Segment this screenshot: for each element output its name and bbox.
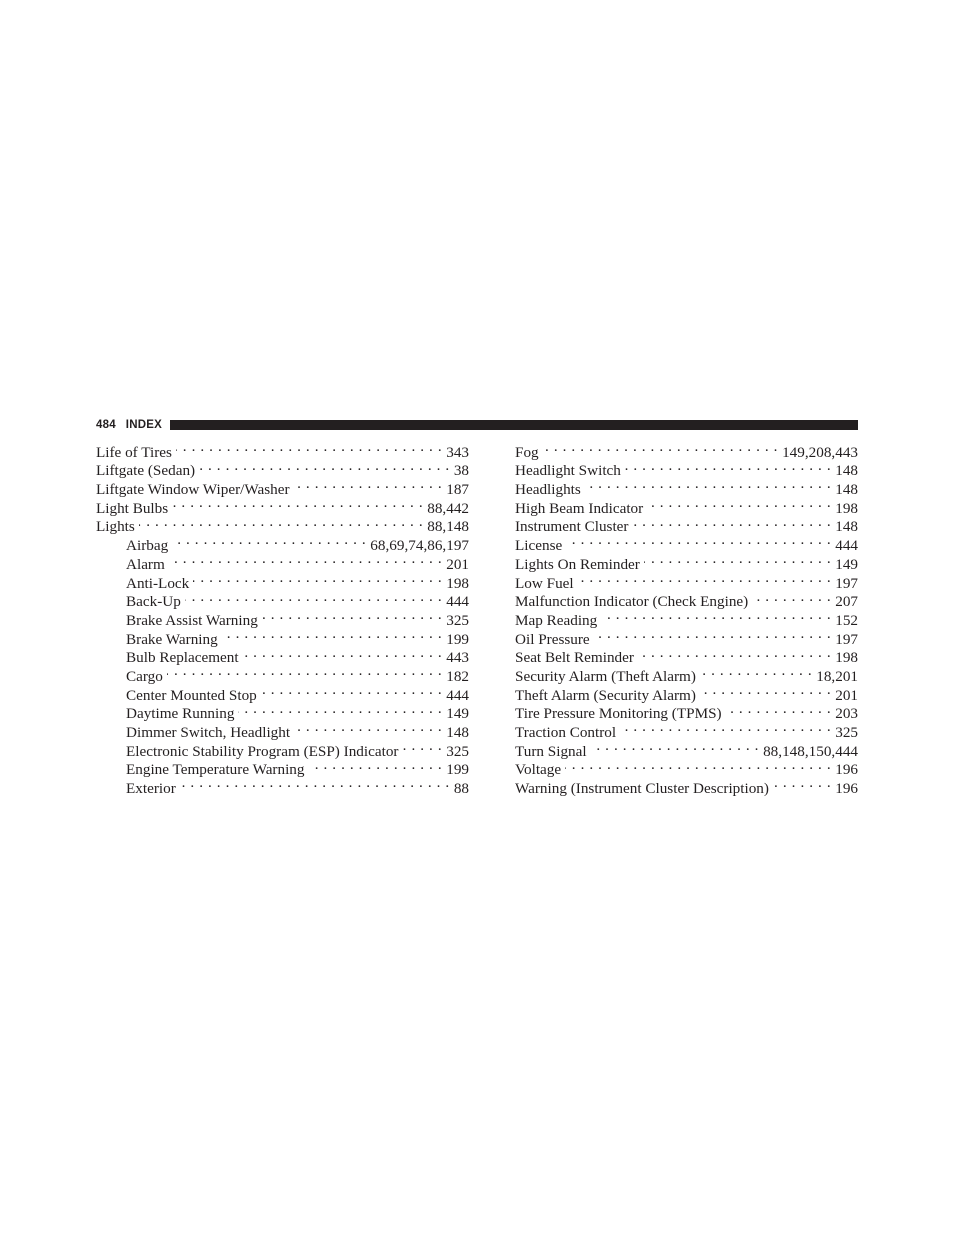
entry-pages: 196	[835, 761, 858, 779]
index-entry	[96, 513, 469, 536]
entry-pages: 444	[446, 593, 469, 611]
entry-term: Turn Signal	[515, 742, 587, 760]
index-entry	[515, 438, 858, 461]
entry-pages: 149	[446, 705, 469, 723]
entry-pages: 343	[446, 443, 469, 461]
dot-leader	[172, 531, 366, 550]
dot-leader	[543, 438, 778, 457]
entry-term: Daytime Running	[126, 705, 235, 723]
entry-term: Theft Alarm (Security Alarm)	[515, 686, 696, 704]
entry-pages: 197	[835, 574, 858, 592]
index-entry	[515, 550, 858, 573]
entry-term: Dimmer Switch, Headlight	[126, 724, 291, 741]
entry-pages: 88,148	[427, 518, 469, 536]
dot-leader	[625, 457, 831, 476]
dot-leader	[238, 700, 442, 719]
entry-pages: 443	[446, 649, 469, 667]
index-entry	[96, 438, 469, 461]
entry-term: Anti-Lock	[126, 574, 190, 592]
index-entry	[515, 756, 858, 779]
entry-pages: 88	[453, 780, 469, 798]
entry-term: Lights	[96, 518, 135, 536]
dot-leader	[180, 774, 450, 793]
entry-term: Brake Assist Warning	[126, 611, 258, 629]
entry-term: Life of Tires	[96, 443, 172, 461]
dot-leader	[726, 700, 832, 719]
index-entry	[515, 531, 858, 555]
entry-term: Lights On Reminder	[515, 555, 640, 573]
entry-pages: 198	[835, 499, 858, 517]
entry-pages: 88,442	[427, 499, 469, 517]
dot-leader	[309, 756, 443, 775]
entry-pages: 148	[835, 518, 858, 536]
entry-pages: 203	[835, 705, 858, 723]
dot-leader	[167, 662, 442, 681]
dot-leader	[566, 531, 831, 550]
dot-leader	[578, 569, 832, 588]
entry-pages: 18,201	[816, 667, 858, 685]
dot-leader	[601, 606, 831, 625]
entry-pages: 148	[835, 481, 858, 499]
dot-leader	[199, 457, 450, 476]
entry-term: Bulb Replacement	[126, 649, 239, 667]
dot-leader	[294, 718, 442, 737]
entry-pages: 201	[835, 686, 858, 704]
entry-pages: 152	[835, 611, 858, 629]
entry-pages: 325	[446, 742, 469, 760]
entry-pages: 149,208,443	[782, 443, 858, 461]
dot-leader	[773, 774, 831, 793]
entry-term: Headlights	[515, 481, 581, 499]
dot-leader	[638, 644, 831, 663]
dot-leader	[644, 550, 831, 569]
entry-pages: 444	[835, 537, 858, 555]
entry-term: Low Fuel	[515, 574, 574, 592]
entry-term: Headlight Switch	[515, 462, 621, 480]
entry-pages: 196	[835, 780, 858, 798]
entry-term: Brake Warning	[126, 630, 218, 648]
entry-term: Tire Pressure Monitoring (TPMS)	[515, 705, 722, 723]
entry-term: Back-Up	[126, 593, 181, 611]
entry-term: Airbag	[126, 537, 169, 555]
dot-leader	[176, 438, 442, 457]
entry-pages: 198	[835, 649, 858, 667]
entry-term: Exterior	[126, 780, 176, 798]
entry-pages: 88,148,150,444	[763, 742, 858, 760]
entry-pages: 38	[453, 462, 469, 480]
dot-leader	[294, 475, 443, 494]
entry-term: Security Alarm (Theft Alarm)	[515, 667, 696, 685]
dot-leader	[262, 606, 442, 625]
entry-pages: 148	[446, 724, 469, 741]
header-rule	[170, 420, 858, 430]
entry-pages: 187	[446, 481, 469, 499]
entry-pages: 182	[446, 667, 469, 685]
entry-term: Liftgate (Sedan)	[96, 462, 196, 480]
dot-leader	[752, 588, 831, 607]
entry-term: Liftgate Window Wiper/Washer	[96, 481, 290, 499]
index-column-right	[515, 438, 858, 798]
entry-term: Seat Belt Reminder	[515, 649, 634, 667]
entry-pages: 325	[446, 611, 469, 629]
entry-pages: 325	[835, 724, 858, 741]
dot-leader	[243, 644, 443, 663]
index-entry	[515, 774, 858, 798]
dot-leader	[169, 550, 442, 569]
dot-leader	[632, 513, 831, 532]
index-subentry	[96, 531, 469, 555]
entry-pages: 148	[835, 462, 858, 480]
entry-term: Malfunction Indicator (Check Engine)	[515, 593, 749, 611]
entry-term: Fog	[515, 443, 539, 461]
page-header	[96, 418, 858, 431]
entry-term: Instrument Cluster	[515, 518, 629, 536]
dot-leader	[222, 625, 443, 644]
entry-term: Oil Pressure	[515, 630, 590, 648]
dot-leader	[172, 494, 423, 513]
dot-leader	[185, 588, 442, 607]
dot-leader	[565, 756, 831, 775]
entry-term: Warning (Instrument Cluster Description)	[515, 780, 769, 798]
entry-term: Electronic Stability Program (ESP) Indicator	[126, 742, 399, 760]
entry-term: Cargo	[126, 667, 163, 685]
entry-pages: 149	[835, 555, 858, 573]
dot-leader	[647, 494, 831, 513]
entry-pages: 201	[446, 555, 469, 573]
entry-term: Alarm	[126, 555, 165, 573]
entry-term: Engine Temperature Warning	[126, 761, 305, 779]
section-title: INDEX	[125, 418, 162, 431]
dot-leader	[261, 681, 442, 700]
dot-leader	[585, 475, 831, 494]
entry-pages: 197	[835, 630, 858, 648]
entry-pages: 198	[446, 574, 469, 592]
entry-pages: 199	[446, 761, 469, 779]
entry-pages: 444	[446, 686, 469, 704]
dot-leader	[193, 569, 442, 588]
entry-term: Voltage	[515, 761, 562, 779]
dot-leader	[591, 737, 759, 756]
page-number: 484	[96, 418, 116, 431]
dot-leader	[620, 718, 831, 737]
index-column-left	[96, 438, 469, 798]
dot-leader	[402, 737, 442, 756]
entry-term: Light Bulbs	[96, 499, 169, 517]
dot-leader	[139, 513, 423, 532]
entry-term: Traction Control	[515, 724, 617, 741]
entry-pages: 199	[446, 630, 469, 648]
index-entry	[515, 457, 858, 480]
entry-term: Map Reading	[515, 611, 598, 629]
entry-pages: 68,69,74,86,197	[370, 537, 469, 555]
entry-pages: 207	[835, 593, 858, 611]
entry-term: Center Mounted Stop	[126, 686, 257, 704]
dot-leader	[700, 662, 812, 681]
entry-term: High Beam Indicator	[515, 499, 644, 517]
dot-leader	[700, 681, 831, 700]
entry-term: License	[515, 537, 563, 555]
dot-leader	[594, 625, 832, 644]
